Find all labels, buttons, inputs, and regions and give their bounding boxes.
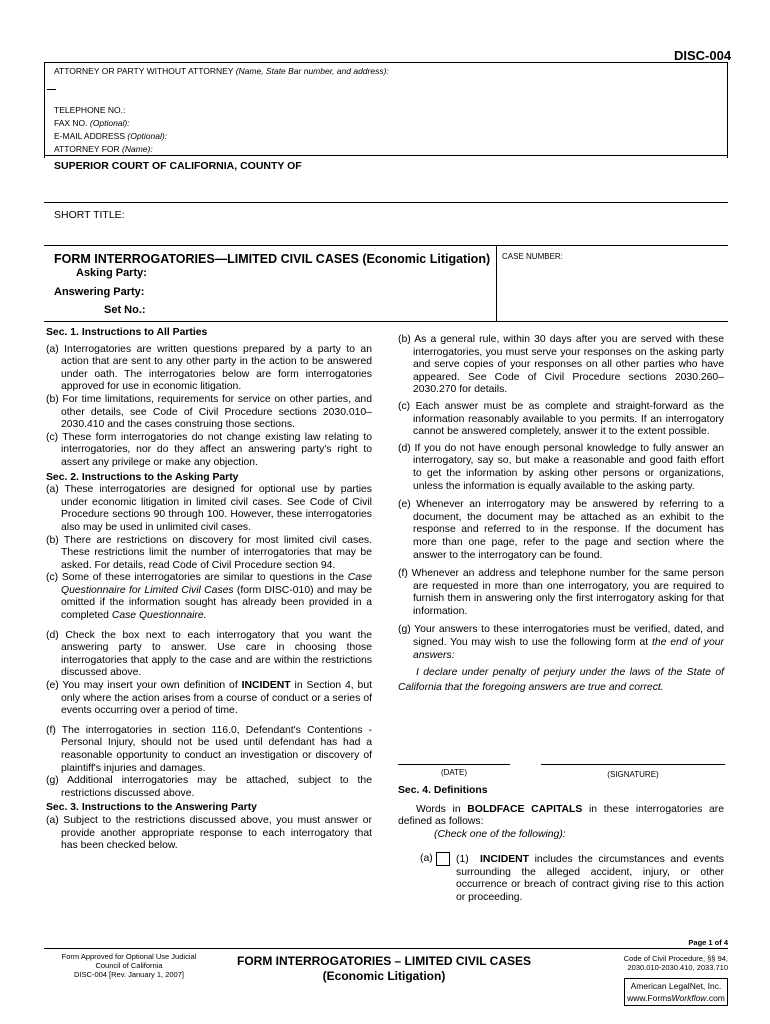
asking-party-field[interactable]: Asking Party:	[76, 267, 147, 279]
sec1-a: (a) Interrogatories are written questions prepared by a party to an action that are sent to any other party in the action to be answered under oath. The interrogatories below are form interrogatories approved for use in economic litigation.	[46, 343, 372, 393]
set-no-field[interactable]: Set No.:	[104, 304, 146, 316]
footer-title-1: FORM INTERROGATORIES – LIMITED CIVIL CASES	[236, 954, 532, 968]
attorney-for-note: (Name):	[122, 144, 153, 154]
sec4-intro-text1: Words in	[416, 803, 468, 815]
legalnet-url-a: www.Forms	[627, 993, 672, 1003]
email-field[interactable]	[54, 130, 167, 143]
legalnet-url-b: Workflow	[671, 993, 707, 1003]
answering-party-field[interactable]: Answering Party:	[54, 286, 145, 298]
fax-label: FAX NO.	[54, 118, 88, 128]
dash-mark	[47, 89, 56, 90]
email-note: (Optional):	[127, 131, 168, 141]
short-title-row	[44, 202, 728, 246]
attorney-label	[54, 66, 389, 76]
case-number-field[interactable]: CASE NUMBER:	[502, 252, 563, 261]
incident-checkbox[interactable]	[436, 852, 450, 866]
legalnet-name: American LegalNet, Inc.	[630, 981, 722, 991]
attorney-for-label: ATTORNEY FOR	[54, 144, 120, 154]
page-number: Page 1 of 4	[688, 938, 728, 947]
footer-code-2: 2030.010-2030.410, 2033.710	[627, 963, 728, 972]
signature-line[interactable]	[541, 764, 725, 765]
sec2-c	[46, 572, 372, 622]
sec3-g	[398, 624, 724, 662]
sec2-f: (f) The interrogatories in section 116.0, Defendant's Contentions - Personal Injury, should not be used until defendant has had a reasonable opportunity to conduct an investigation or discovery of plaintiff's injuries and damages.	[46, 724, 372, 774]
sec4-a1-num: (1)	[456, 854, 469, 865]
sec4-check-note: (Check one of the following):	[434, 828, 566, 840]
telephone-field[interactable]: TELEPHONE NO.:	[54, 105, 126, 115]
sec2-c-italic2: Case Questionnaire.	[111, 610, 207, 622]
sec2-c-text1: (c) Some of these interrogatories are similar to questions in the	[46, 572, 348, 584]
approval-line-3: DISC-004 [Rev. January 1, 2007]	[74, 970, 184, 979]
sec4-intro	[398, 804, 724, 829]
sec2-e-text2: in Section 4, but only where the action arises from a course of conduct or a series of events occurring over a period of time.	[61, 680, 372, 717]
right-column	[398, 334, 724, 695]
sec2-e	[46, 680, 372, 718]
footer-approval	[44, 952, 214, 979]
email-label: E-MAIL ADDRESS	[54, 131, 126, 141]
sec2-a: (a) These interrogatories are designed for optional use by parties under economic litigation in limited civil cases. See Code of Civil Procedure sections 90 through 100. However, these interrogatories also may be used in unlimited civil cases.	[46, 484, 372, 533]
sec2-c-text2: (form DISC-010) and may be omitted if the information sought has already been provided in a completed	[61, 584, 372, 622]
sec2-e-text1: (e) You may insert your own definition of	[46, 680, 242, 692]
sec3-e: (e) Whenever an interrogatory may be answered by referring to a document, the document may be attached as an exhibit to the response and referred to in the response. If the document has more than one page, refer to the page and section where the answer to the interrogatory can be found.	[398, 499, 724, 561]
attorney-label-note: (Name, State Bar number, and address):	[235, 66, 389, 76]
sec3-g-italic: the end of your answers:	[413, 637, 724, 661]
sec4-a1	[456, 854, 724, 904]
sec1-title: Sec. 1. Instructions to All Parties	[46, 327, 208, 338]
approval-line-1: Form Approved for Optional Use Judicial	[61, 952, 197, 961]
sec3-f: (f) Whenever an address and telephone number for the same person are requested in more than one interrogatory, you are required to furnish them in answering only the first interrogatory asking for that information.	[398, 568, 724, 617]
sec4-a1-text	[456, 854, 724, 904]
declaration: I declare under penalty of perjury under the laws of the State of California that the foregoing answers are true and correct.	[398, 667, 724, 693]
footer-title	[214, 954, 554, 984]
sec3-b: (b) As a general rule, within 30 days after you are served with these interrogatories, you must serve your responses on the asking party and serve copies of your responses on all other parties who have appeared. See Code of Civil Procedure sections 2030.260–2030.270 for details.	[398, 334, 724, 396]
short-title-field[interactable]: SHORT TITLE:	[54, 209, 125, 221]
sec2-c-italic1: Case Questionnaire for Limited Civil Cases	[61, 572, 372, 596]
footer-code-1: Code of Civil Procedure, §§ 94,	[623, 954, 728, 963]
sec2-e-bold: INCIDENT	[241, 680, 291, 692]
form-title: FORM INTERROGATORIES—LIMITED CIVIL CASES (Economic Litigation)	[54, 252, 491, 266]
sec3-g-text: (g) Your answers to these interrogatories must be verified, dated, and signed. You may wish to use the following form at	[398, 624, 724, 649]
sec4-intro-bold: BOLDFACE CAPITALS	[467, 803, 583, 815]
sec2-d: (d) Check the box next to each interrogatory that you want the answering party to answer. Use care in choosing those interrogatories that apply to the case and are within the restrictions discussed above.	[46, 629, 372, 679]
sec4-a-label: (a)	[420, 853, 433, 864]
sec3-d: (d) If you do not have enough personal knowledge to fully answer an interrogatory, say so, but make a reasonable and good faith effort to get the information by asking other persons or organizations, unless the information is equally available to the asking party.	[398, 442, 724, 492]
approval-line-2: Council of California	[95, 961, 163, 970]
sec4-intro-text2: in these interrogatories are defined as follows:	[398, 803, 724, 828]
left-column	[46, 327, 372, 853]
sec1-b: (b) For time limitations, requirements for service on other parties, and other details, see Code of Civil Procedure sections 2030.010–2030.410 and the cases construing those sections.	[46, 393, 372, 431]
footer-code	[580, 954, 728, 972]
legalnet-url-c: .com	[706, 993, 725, 1003]
signature-label: (SIGNATURE)	[607, 770, 659, 779]
court-field[interactable]: SUPERIOR COURT OF CALIFORNIA, COUNTY OF	[54, 160, 302, 172]
date-line[interactable]	[398, 764, 510, 765]
sec2-g: (g) Additional interrogatories may be attached, subject to the restrictions discussed above.	[46, 775, 372, 799]
sec2-title: Sec. 2. Instructions to the Asking Party	[46, 471, 239, 483]
fax-note: (Optional):	[89, 118, 130, 128]
sec3-title: Sec. 3. Instructions to the Answering Party	[46, 802, 257, 814]
footer-title-2: (Economic Litigation)	[322, 969, 446, 983]
sec3-a: (a) Subject to the restrictions discussed above, you must answer or provide another appropriate response to each interrogatory that has been checked below.	[46, 814, 372, 852]
sec4-a1-bold: INCIDENT	[479, 854, 530, 865]
attorney-label-text: ATTORNEY OR PARTY WITHOUT ATTORNEY	[54, 66, 234, 76]
sec1-c: (c) These form interrogatories do not change existing law relating to interrogatories, nor do they affect an answering party's right to assert any privilege or make any objection.	[46, 431, 372, 468]
sec4-a1-body: includes the circumstances and events surrounding the alleged accident, injury, or other occurrence or breach of contract giving rise to this action or proceeding.	[456, 854, 724, 903]
footer-rule	[44, 948, 728, 949]
legalnet-box[interactable]	[624, 978, 728, 1006]
sec3-c: (c) Each answer must be as complete and straight-forward as the information reasonably available to you permits. If an interrogatory cannot be answered completely, answer it to the extent possible.	[398, 400, 724, 438]
contact-fields	[54, 104, 167, 156]
legalnet-url[interactable]	[625, 992, 727, 1004]
fax-field[interactable]	[54, 117, 167, 130]
date-label: (DATE)	[440, 768, 468, 777]
sec2-b: (b) There are restrictions on discovery for most limited civil cases. These restrictions limit the number of interrogatories that may be asked. For details, read Code of Civil Procedure section 94.	[46, 534, 372, 571]
sec4	[398, 785, 724, 841]
sec4-title: Sec. 4. Definitions	[398, 785, 488, 796]
form-code: DISC-004	[674, 48, 732, 63]
